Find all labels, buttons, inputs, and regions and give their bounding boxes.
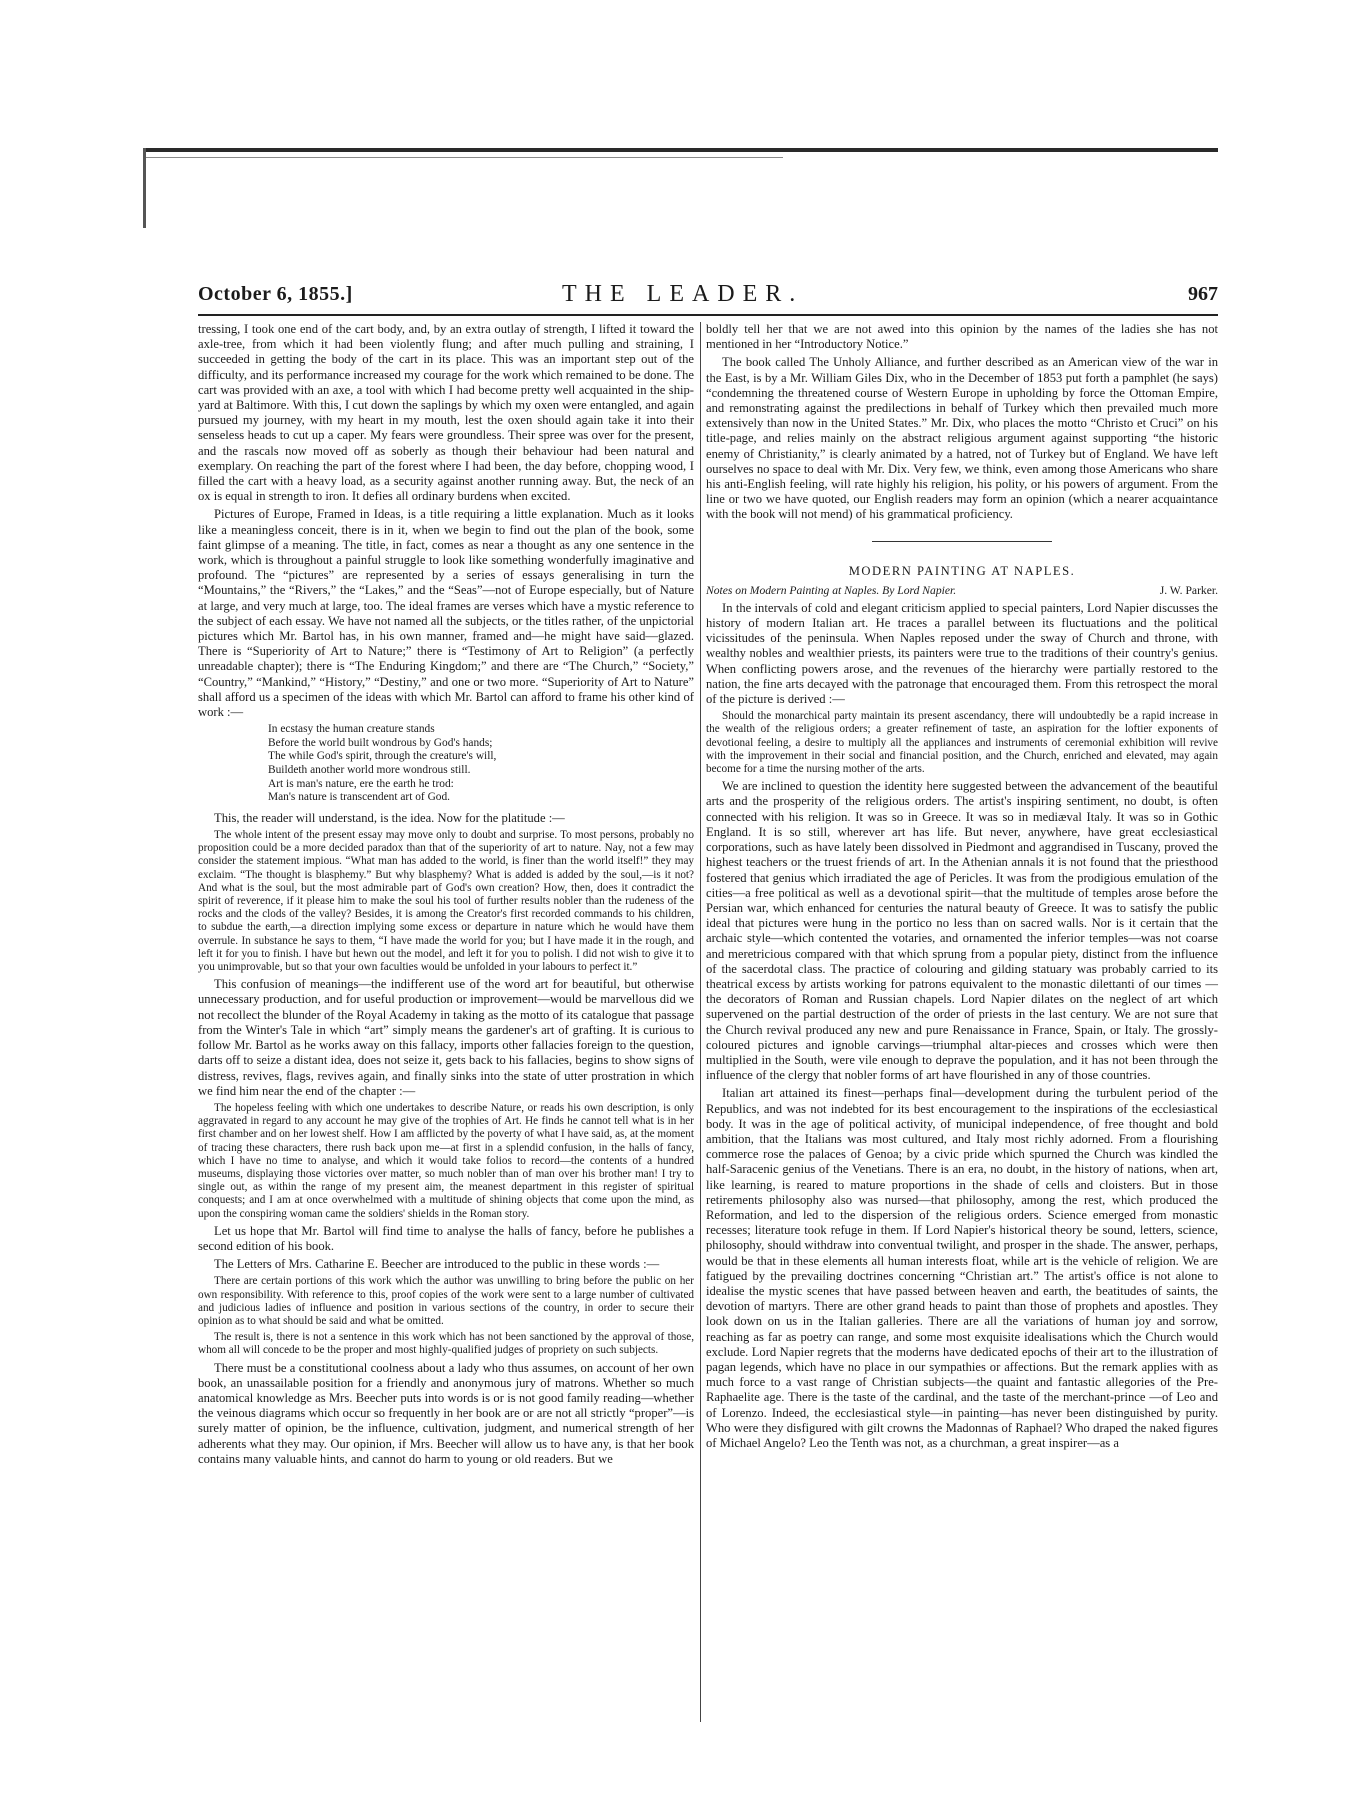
top-border-hairline [143,157,783,158]
block-quotation: The whole intent of the present essay may move only to doubt and surprise. To most persons, probably no proposition could be a more decided paradox than that of the superiority of art to nature. Nay, not a few may consider the statement impious. “What man has added to the world, is finer than the world itself!” they may exclaim. “The thought is blasphemy.” But why blasphemy? What is added is added by the soul,—is it not? And what is the soul, but the most admirable part of God's own creation? How, then, does it contradict the spirit of reverence, if it please him to make the soul his tool of further results nobler than the rudeness of the rocks and the clods of the valley? Besides, it is among the Creator's first recorded commands to his children, to subdue the earth,—a direction implying some excess or departure in nature which he would have them overrule. In substance he says to them, “I have made the world for you; but I have made it in the rough, and left it for you to finish. I have but hewn out the model, and left it for you to polish. I did not wish to give it to you unimprovable, but so that your own faculties would be unfolded in your labours to perfect it.” [198,829,694,974]
section-divider [872,541,1052,542]
block-quotation: Should the monarchical party maintain its present ascendancy, there will undoubtedly be a rapid increase in the wealth of the religious orders; a greater refinement of taste, an aspiration for the loftier exponents of devotional feeling, a desire to multiply all the appliances and instruments of ceremonial exhibition will revive with the improvement in their social and financial position, and the Church, enriched and elevated, may again become for a time the nursing mother of the arts. [706,710,1218,776]
paragraph: The Letters of Mrs. Catharine E. Beecher are introduced to the public in these words :— [214,1257,660,1272]
paragraph: Pictures of Europe, Framed in Ideas, is a title requiring a little explanation. Much as it looks like a meaningless conceit, there is in it, when we begin to find out the plan of the book, some faint glimpse of a meaning. The title, in fact, comes as near a thought as any one sentence in the work, which is throughout a painful struggle to look like something wonderfully imaginative and profound. The “pictures” are represented by a series of essays generalising in turn the “Mountains,” the “Rivers,” the “Lakes,” and the “Seas”—not of Europe especially, but of Nature at large, and very much at large, too. The ideal frames are verses which have a mystic reference to the subject of each essay. We have not named all the subjects, or the titles rather, of the unpictorial pictures which Mr. Bartol has, in his own manner, framed and—he might have said—glazed. There is “Superiority of Art to Nature;” there is “Testimony of Art to Religion” (a perfectly unreadable chapter); there is “The Enduring Kingdom;” and there are “The Church,” “Society,” “Country,” “Mankind,” “History,” “Destiny,” and one or two more. “Superiority of Art to Nature” shall afford us a specimen of the ideas with which Mr. Bartol can afford to frame his other kind of work :— [198,507,694,720]
verse-line: The while God's spirit, through the creature's will, [268,750,497,763]
page-header [198,283,1218,311]
paragraph: This, the reader will understand, is the idea. Now for the platitude :— [214,810,565,825]
block-quotation: There are certain portions of this work which the author was unwilling to bring before the public on her own responsibility. With reference to this, proof copies of the work were sent to a large number of cultivated and judicious ladies of influence and position in various sections of the country, in order to secure their opinion as to what should be said and what be omitted. [198,1275,694,1327]
publisher: J. W. Parker. [1159,583,1218,597]
header-rule [198,314,1218,316]
block-quotation: The hopeless feeling with which one undertakes to describe Nature, or reads his own description, is only aggravated in regard to any account he may give of the trophies of Art. He finds he cannot tell what is in her first chamber and on her lowest shelf. How I am afflicted by the poverty of what I have said, as, at the moment of tracing these characters, there rush back upon me—at first in a splendid confusion, in the halls of fancy, which I have no time to analyse, and which it would take folios to record—the contents of a hundred museums, displaying those victories over matter, so much nobler than of man over his brother man! I try to single out, as within the range of my present aim, the meanest department in this register of spiritual conquests; and I am at once overwhelmed with a multitude of shining objects that come upon the mind, as upon the conspiring woman came the soldiers' shields in the Roman story. [198,1101,694,1220]
book-citation: Notes on Modern Painting at Naples. By Lord Napier. [706,583,957,597]
paragraph: Italian art attained its finest—perhaps final—development during the turbulent period of the Republics, and was not indebted for its best encouragement to the inspirations of the ecclesiastical body. It was in the age of political activity, of municipal independence, of free thought and bold ambition, that the Italians was most cultured, and Italy most richly adorned. From a flourishing commerce rose the palaces of Genoa; by a civic pride which spurned the Church was kindled the half-Saracenic genius of the Venetians. There is an era, no doubt, in the history of nations, when art, like learning, is reared to mature proportions in the shade of cells and cloisters. But in those retirements philosophy also was nursed—that philosophy, among the rest, which produced the Reformation, and led to the dispersion of the religious orders. Science emerged from monastic recesses; literature took refuge in them. If Lord Napier's historical theory be sound, letters, science, philosophy, should withdraw into conventual twilight, and prosper in the shade. The answer, perhaps, would be that in these elements all human interests float, while art is the vehicle of religion. We are fatigued by the prevailing doctrines concerning “Christian art.” The artist's office is not alone to idealise the mystic scenes that have passed between heaven and earth, the beatitudes of saints, the devotion of martyrs. There are other grand heads to paint than those of prophets and apostles. They look down on us in the Italian galleries. There are all the variations of human joy and sorrow, reaching as far as poetry can range, and some most exquisite idealisations which the Church would exclude. Lord Napier regrets that the moderns have dedicated epochs of their art to the illustration of pagan legends, which have no place in our sympathies or affections. But the remark applies with as much force to a vast range of Christian subjects—the quaint and fantastic allegories of the Pre-Raphaelite age. There is the taste of the cardinal, and the taste of the merchant-prince —of Leo and of Lorenzo. Indeed, the ecclesiastical style—in painting—has never been distinguished by purity. Who were they disfigured with gilt crowns the Madonnas of Raphael? Who draped the naked figures of Michael Angelo? Leo the Tenth was not, as a churchman, a great inspirer—as a [706,1086,1218,1451]
section-title: MODERN PAINTING AT NAPLES. [848,563,1076,578]
paragraph: This confusion of meanings—the indifferent use of the word art for beautiful, but otherwise unnecessary production, and for useful production or improvement—would be marvellous did we not recollect the blunder of the Royal Academy in taking as the motto of its catalogue that passage from the Winter's Tale in which “art” simply means the gardener's art of grafting. It is curious to follow Mr. Bartol as he works away on this fallacy, imports other fallacies foreign to the question, darts off to seize a distant idea, does not seize it, gets back to his fallacies, begins to show signs of distress, revives, flags, revives again, and finally sinks into the state of utter prostration in which we find him near the end of the chapter :— [198,977,694,1098]
right-column [706,322,1218,1454]
paragraph: In the intervals of cold and elegant criticism applied to special painters, Lord Napier discusses the history of modern Italian art. He traces a parallel between its fluctuations and the political vicissitudes of the peninsula. When Naples reposed under the sway of Church and throne, with wealthy nobles and wealthier priests, its painters were true to the traditions of their country's genius. When conflicting powers arose, and the revenues of the hierarchy were partially restored to the nation, the fine arts decayed with the patronage that encouraged them. From this retrospect the moral of the picture is derived :— [706,600,1218,707]
paragraph: There must be a constitutional coolness about a lady who thus assumes, on account of her own book, an unassailable position for a friendly and anonymous jury of matrons. Whether so much anatomical knowledge as Mrs. Beecher puts into words is or is not good family reading—whether the veinous diagrams which occur so frequently in her book are or are not all strictly “proper”—is surely matter of opinion, be the influence, cultivation, judgment, and numerical strength of her adherents what they may. Our opinion, if Mrs. Beecher will allow us to have any, is that her book contains many valuable hints, and cannot do harm to young or old readers. But we [198,1360,694,1466]
verse-line: Before the world built wondrous by God's hands; [268,736,493,749]
paragraph: Let us hope that Mr. Bartol will find time to analyse the halls of fancy, before he publishes a second edition of his book. [198,1223,694,1253]
review-byline [706,583,1218,599]
paragraph: boldly tell her that we are not awed into this opinion by the names of the ladies she has not mentioned in her “Introductory Notice.” [706,322,1218,352]
paragraph: The book called The Unholy Alliance, and further described as an American view of the war in the East, is by a Mr. William Giles Dix, who in the December of 1853 put forth a pamphlet (he says) “condemning the threatened course of Western Europe in upholding by force the Ottoman Empire, and remonstrating against the predilections in behalf of Turkey which then prevailed much more extensively than now in the United States.” Mr. Dix, who places the motto “Christo et Cruci” on his title-page, and relies mainly on the abstract religious argument against supporting “the historic enemy of Christianity,” is clearly animated by a hatred, not of Turkey but of England. We have left ourselves no space to deal with Mr. Dix. Very few, we think, even among those Americans who share his anti-English feeling, will rate highly his religion, his polity, or his powers of argument. From the line or two we have quoted, our English readers may form an opinion (which a nearer acquaintance with the book will not mend) of his grammatical proficiency. [706,355,1218,522]
paragraph: tressing, I took one end of the cart body, and, by an extra outlay of strength, I lifted it toward the axle-tree, from which it had been violently flung; and after much pulling and straining, I succeeded in getting the body of the cart in its place. This was an important step out of the difficulty, and its performance increased my courage for the work which remained to be done. The cart was provided with an axe, a tool with which I had become pretty well acquainted in the ship-yard at Baltimore. With this, I cut down the saplings by which my oxen were entangled, and again pursued my journey, with my heart in my mouth, lest the oxen should again take it into their senseless heads to cut up a caper. My fears were groundless. Their spree was over for the present, and the rascals now moved off as soberly as though their behaviour had been natural and exemplary. On reaching the part of the forest where I had been, the day before, chopping wood, I filled the cart with a heavy load, as a security against another running away. But, the neck of an ox is equal in strength to iron. It defies all ordinary burdens when excited. [198,322,694,504]
verse-line: Man's nature is transcendent art of God. [268,791,451,804]
verse-line: Art is man's nature, ere the earth he trod: [268,777,454,790]
top-border-rule [143,148,1218,152]
left-border-rule [143,148,146,228]
column-divider [700,322,701,1722]
header-date: October 6, 1855.] [198,283,353,305]
verse-line: Buildeth another world more wondrous still. [268,764,471,777]
left-column [198,322,694,1470]
masthead-title: THE LEADER. [562,281,804,307]
block-quotation: The result is, there is not a sentence in this work which has not been sanctioned by the approval of those, whom all will concede to be the proper and most highly-qualified judges of propriety on such subjects. [198,1331,694,1357]
verse-quotation [268,723,694,805]
verse-line: In ecstasy the human creature stands [268,723,435,736]
paragraph: We are inclined to question the identity here suggested between the advancement of the beautiful arts and the prosperity of the religious orders. The artist's inspiring sentiment, no doubt, is often connected with his religion. It was so in Greece. It was so in mediæval Italy. It was so in Gothic England. It is so still, wherever art has life. But never, anywhere, have great ecclesiastical corporations, such as have lately been dissolved in Piedmont and aggrandised in Tuscany, proved the highest teachers or the truest friends of art. In the Athenian annals it is not found that the priesthood fostered that genius which irradiated the age of Pericles. It was from the prodigious emulation of the cities—a free political as well as a devotional spirit—that the multitude of temples arose before the Persian war, which enhanced for centuries the natural beauty of Greece. It was to satisfy the public ideal that pictures were hung in the portico no less than on sacred walls. Nor is it certain that the archaic style—which contented the votaries, and ornamented the inferior temples—was not coarse and meretricious compared with that which sprung from a popular piety, distinct from the influence of the sacerdotal class. The practice of colouring and gilding statuary was probably carried to its theatrical excess by artists working for patrons equivalent to the monastic dilettanti of our times —the decorators of Roman and Russian chapels. Lord Napier dilates on the neglect of art which supervened on the partial destruction of the order of priests in the last century. We are not sure that the Church revival produced any new and pure Renaissance in France, Spain, or Italy. The grossly-coloured pictures and ignoble carvings—triumphal altar-pieces and crosses which were then multiplied in the South, were vile enough to deprave the population, and it has not been through the influence of the clergy that nobler forms of art have flourished in any of those countries. [706,779,1218,1083]
page-number: 967 [1188,283,1218,305]
